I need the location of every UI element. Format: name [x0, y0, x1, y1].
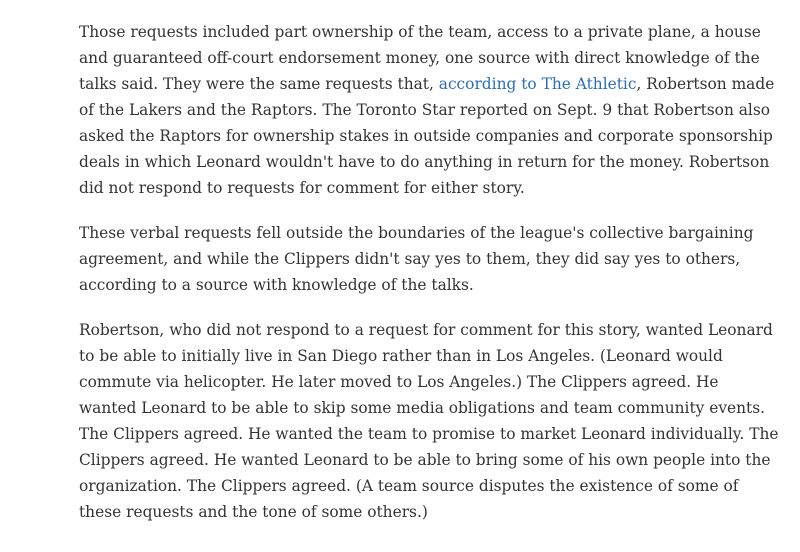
- article-body: [79, 19, 779, 544]
- athletic-link[interactable]: according to The Athletic: [438, 75, 637, 93]
- paragraph-requests-text-end: , Robertson made of the Lakers and the Raptors. The Toronto Star reported on Sept. 9 that Robertson also asked the Raptors for ownership stakes in outside companies and corporate sponsorship deals in which Leonard wouldn't have to do anything in return for the money. Robertson did not respond to requests for comment for either story.: [79, 75, 775, 197]
- paragraph-requests-text-start: Those requests included part ownership of the team, access to a private plane, a house and guaranteed off-court endorsement money, one source with direct knowledge of the talks said. They were the same requests that,: [79, 23, 761, 93]
- paragraph-verbal-requests: These verbal requests fell outside the boundaries of the league's collective bargaining agreement, and while the Clippers didn't say yes to them, they did say yes to others, according to a source with knowledge of the talks.: [79, 224, 754, 294]
- paragraph-clippers-agreed: Robertson, who did not respond to a request for comment for this story, wanted Leonard to be able to initially live in San Diego rather than in Los Angeles. (Leonard would commute via helicopter. He later moved to Los Angeles.) The Clippers agreed. He wanted Leonard to be able to skip some media obligations and team community events. The Clippers agreed. He wanted the team to promise to market Leonard individually. The Clippers agreed. He wanted Leonard to be able to bring some of his own people into the organization. The Clippers agreed. (A team source disputes the existence of some of these requests and the tone of some others.): [79, 321, 779, 521]
- paragraph-requests: [79, 19, 779, 201]
